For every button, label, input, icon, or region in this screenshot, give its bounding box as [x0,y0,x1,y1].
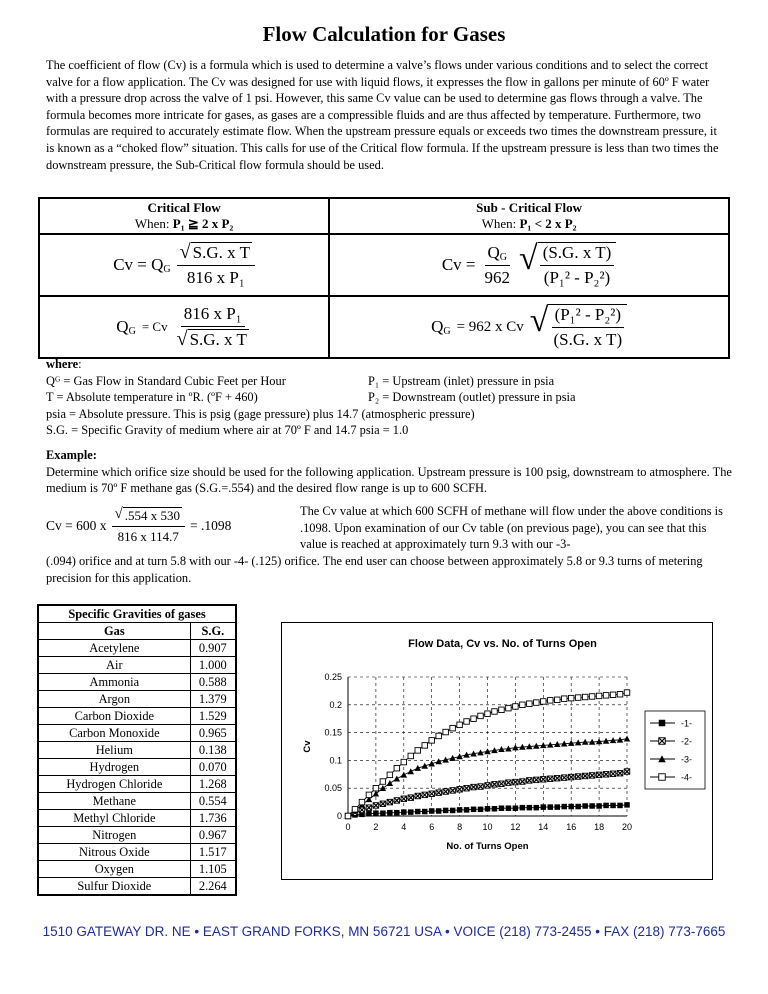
sg-col-gas: Gas [38,623,190,640]
legend-label: -1- [681,718,692,729]
x-tick-label: 10 [482,822,493,832]
sg-value-cell: 2.264 [190,878,236,896]
data-point [408,768,415,774]
sub-qg-lhs-text: Q [431,317,444,336]
crit-cv-denominator: 816 x P₁ [186,268,245,287]
gas-name-cell: Air [38,657,190,674]
data-point [575,695,581,701]
x-tick-label: 8 [457,822,463,832]
data-point [492,709,498,715]
data-point [617,803,623,809]
data-point [373,810,379,816]
sg-table-row [38,759,236,776]
sub-cv-fraction [482,243,514,288]
data-point [421,763,428,769]
sqrt-icon: √ [179,241,191,263]
flow-chart-svg [282,623,712,879]
gas-name-cell: Hydrogen [38,759,190,776]
data-point [520,702,526,708]
data-point [380,779,386,785]
sg-value-cell: 0.554 [190,793,236,810]
example-numerator: .554 x 530 [124,508,180,523]
data-point [471,807,477,813]
example-formula-lhs: Cv = 600 x [46,517,107,533]
x-tick-label: 0 [345,822,351,832]
data-point [506,805,512,811]
formula-table [38,197,730,359]
data-point [624,735,631,741]
data-point [541,699,547,705]
sg-value-cell: 0.138 [190,742,236,759]
data-point [366,792,372,798]
x-tick-label: 14 [538,822,549,832]
data-point [422,809,428,815]
def-p1: P₁ = Upstream (inlet) pressure in psia [368,373,555,388]
data-point [492,806,498,812]
data-point [352,807,358,813]
y-tick-label: 0 [336,811,342,821]
crit-qg-fraction [174,304,252,350]
crit-qg-lhs-sub: G [128,326,136,337]
data-point [429,808,435,814]
data-point [485,806,491,812]
sub-qg-lhs [431,317,451,337]
where-colon: : [78,357,82,371]
data-point [428,760,435,766]
sg-table-row [38,725,236,742]
y-axis-label: Cv [302,740,313,753]
sg-table-row [38,708,236,725]
sg-value-cell: 1.268 [190,776,236,793]
crit-cv-lhs [113,255,170,275]
data-point [617,691,623,697]
sg-value-cell: 1.736 [190,810,236,827]
x-tick-label: 18 [594,822,605,832]
sub-cv-radical [519,242,616,288]
example-note-continued: (.094) orifice and at turn 5.8 with our -4- (.125) orifice. The end user can choose between approximately 5.8 or 9.3 turns of metering precision for this application. [46,554,703,585]
x-tick-label: 12 [510,822,521,832]
def-t: T = Absolute temperature in ºR. (ºF + 460) [46,390,258,405]
sg-table-row [38,674,236,691]
data-point [380,810,386,816]
data-point [478,713,484,719]
legend-label: -3- [681,754,692,765]
def-psia: psia = Absolute pressure. This is psig (gage pressure) plus 14.7 (atmospheric pressure) [46,406,475,421]
def-qg: Qᴳ = Gas Flow in Standard Cubic Feet per Hour [46,373,286,388]
data-point [568,695,574,701]
sub-cv-denominator: 962 [484,267,511,287]
data-point [422,743,428,749]
sqrt-icon: √ [519,240,538,277]
sg-value-cell: 1.529 [190,708,236,725]
sg-table-row [38,776,236,793]
y-tick-label: 0.2 [329,699,342,710]
data-point [527,701,533,707]
critical-when-prefix: When: [134,216,173,231]
critical-when-condition: P₁ ≧ 2 x P₂ [172,216,234,231]
data-point [589,803,595,809]
sqrt-icon: √ [176,328,188,350]
sg-table-title: Specific Gravities of gases [38,605,236,623]
data-point [443,808,449,814]
data-point [387,772,393,778]
data-point [387,780,394,786]
sub-qg-formula [329,296,729,358]
sg-table-row [38,810,236,827]
gas-name-cell: Carbon Monoxide [38,725,190,742]
legend-label: -2- [681,736,692,747]
data-point [401,772,408,778]
sg-value-cell: 1.000 [190,657,236,674]
example-formula [46,506,231,545]
data-point [506,705,512,711]
intro-paragraph: The coefficient of flow (Cv) is a formula which is used to determine a valve’s flows under various conditions and to select the correct valve for a flow application. The Cv was designed for use with liquid flows, it expresses the flow in gallons per minute of 60º F water with a pressure drop across the valve of 1 psi. However, this same Cv value can be used to determine gas flows through a valve. The formula becomes more intricate for gases, as gases are a compressible fluids and are thus affected by temperature. Furthermore, two formulas are required to accurately estimate flow. When the upstream pressure equals or exceeds two times the downstream pressure, it is known as a “choked flow” situation. This calls for use of the Critical flow formula. If the upstream pressure is less than two times the downstream pressure, the Sub-Critical flow formula should be used. [46,58,719,172]
data-point [582,694,588,700]
gas-name-cell: Methyl Chloride [38,810,190,827]
data-point [401,809,407,815]
data-point [527,805,533,811]
y-tick-label: 0.15 [324,727,342,738]
data-point [366,811,372,817]
data-point [520,805,526,811]
data-point [436,733,442,739]
gas-name-cell: Ammonia [38,674,190,691]
data-point [499,707,505,713]
gas-name-cell: Acetylene [38,640,190,657]
critical-qg-formula [39,296,329,358]
data-point [443,729,449,735]
where-section [46,356,736,439]
data-point [373,785,379,791]
data-point [548,804,554,810]
data-point [450,725,456,731]
gas-name-cell: Carbon Dioxide [38,708,190,725]
data-point [415,765,422,771]
sg-table-row [38,827,236,844]
sub-qg-radical [530,304,627,350]
sub-cv-radical-num: (S.G. x T) [540,243,615,266]
data-point [513,704,519,710]
def-p2: P₂ = Downstream (outlet) pressure in psia [368,390,576,405]
x-tick-label: 6 [429,822,435,832]
data-point [575,804,581,810]
data-point [359,799,365,805]
data-point [596,693,602,699]
sub-cv-numerator: Q [487,242,500,262]
sub-critical-flow-title: Sub - Critical Flow [476,200,582,215]
y-tick-label: 0.25 [324,672,342,682]
example-denominator: 816 x 114.7 [117,529,179,544]
sg-table-row [38,657,236,674]
sub-qg-radical-num: (P₁² - P₂²) [552,305,624,328]
sg-value-cell: 1.379 [190,691,236,708]
example-label: Example: [46,448,97,462]
data-point [541,804,547,810]
data-point [478,807,484,813]
sg-table-row [38,691,236,708]
sub-qg-radical-den: (S.G. x T) [553,330,623,349]
data-point [464,719,470,725]
data-point [603,803,609,809]
data-point [457,722,463,728]
crit-cv-numerator: S.G. x T [192,243,250,262]
example-section [46,447,736,497]
crit-qg-numerator: 816 x P₁ [181,304,245,327]
x-tick-label: 20 [621,822,633,832]
data-point [471,716,477,722]
x-tick-label: 2 [373,822,379,832]
data-point [624,690,630,696]
data-point [415,809,421,815]
x-tick-label: 4 [401,822,407,832]
data-point [513,805,519,811]
y-tick-label: 0.1 [329,755,342,766]
data-point [582,803,588,809]
data-point [568,804,574,810]
sub-when-condition: P₁ < 2 x P₂ [519,216,577,231]
sg-col-sg: S.G. [190,623,236,640]
data-point [394,765,400,771]
sg-table-row [38,742,236,759]
data-point [499,805,505,811]
gas-name-cell: Oxygen [38,861,190,878]
sg-value-cell: 1.517 [190,844,236,861]
data-point [387,810,393,816]
gas-name-cell: Hydrogen Chloride [38,776,190,793]
critical-cv-formula [39,234,329,296]
chart-title: Flow Data, Cv vs. No. of Turns Open [408,638,597,650]
data-point [464,807,470,813]
example-note: The Cv value at which 600 SCFH of methane will flow under the above conditions is .1098. Upon examination of our Cv table (on previous page), you can see that this value is reached at approximately turn 9.3 with our -3- [300,504,723,552]
data-point [659,774,666,781]
page-title: Flow Calculation for Gases [262,22,506,46]
sub-qg-lhs-sub: G [443,326,451,337]
critical-flow-title: Critical Flow [147,200,221,215]
sg-table-row [38,861,236,878]
data-point [394,775,401,781]
data-point [603,693,609,699]
sqrt-icon: √ [529,302,549,339]
data-point [561,804,567,810]
data-point [561,696,567,702]
example-result: = .1098 [189,517,232,533]
data-point [589,694,595,700]
sub-cv-formula [329,234,729,296]
data-point [534,805,540,811]
sub-qg-mid: = 962 x Cv [456,318,524,335]
example-text: Determine which orifice size should be used for the following application. Upstream pressure is 100 psig, downstream to atmosphere. The medium is 70º F methane gas (S.G.=.554) and the desired flow range is up to 600 SCFH. [46,464,732,496]
sub-cv-numerator-sub: G [499,251,508,263]
data-point [436,808,442,814]
data-point [610,692,616,698]
data-point [555,697,561,703]
x-tick-label: 16 [566,822,577,832]
sg-table-row [38,878,236,896]
gas-name-cell: Nitrous Oxide [38,844,190,861]
sqrt-icon: √ [114,506,123,522]
data-point [659,720,666,727]
where-label: where [46,357,79,371]
gas-name-cell: Nitrogen [38,827,190,844]
data-point [610,803,616,809]
data-point [485,711,491,717]
data-point [534,700,540,706]
y-tick-label: 0.05 [324,783,342,794]
data-point [555,804,561,810]
gas-name-cell: Methane [38,793,190,810]
sg-table-row [38,640,236,657]
crit-qg-mid: = Cv [141,319,168,334]
data-point [345,813,351,819]
data-point [394,810,400,816]
gas-name-cell: Argon [38,691,190,708]
crit-cv-fraction [177,242,255,288]
sg-value-cell: 1.105 [190,861,236,878]
x-axis-label: No. of Turns Open [446,841,529,852]
gas-name-cell: Sulfur Dioxide [38,878,190,896]
data-point [457,807,463,813]
specific-gravity-table [37,604,237,896]
data-point [408,809,414,815]
example-fraction [112,506,185,545]
crit-cv-lhs-sub: G [163,264,171,275]
sub-critical-flow-header [329,198,729,234]
crit-qg-lhs-text: Q [116,317,129,336]
sub-when-prefix: When: [481,216,520,231]
data-point [408,753,414,759]
footer-address: 1510 GATEWAY DR. NE • EAST GRAND FORKS, MN 56721 USA • VOICE (218) 773-2455 • FAX (218) 773-7665 [42,924,726,939]
critical-flow-header [39,198,329,234]
sg-value-cell: 0.070 [190,759,236,776]
sub-cv-radical-den: (P₁² - P₂²) [543,268,611,287]
data-point [429,738,435,744]
sg-value-cell: 0.967 [190,827,236,844]
crit-cv-lhs-text: Cv = Q [113,255,164,274]
gas-name-cell: Helium [38,742,190,759]
crit-qg-denominator: S.G. x T [189,330,247,349]
data-point [596,803,602,809]
sg-table-row [38,793,236,810]
data-point [415,748,421,754]
data-point [548,698,554,704]
data-point [450,808,456,814]
sub-cv-lhs: Cv = [441,255,476,274]
sg-value-cell: 0.965 [190,725,236,742]
data-point [401,759,407,765]
flow-chart [281,622,713,880]
sg-value-cell: 0.907 [190,640,236,657]
sg-value-cell: 0.588 [190,674,236,691]
def-sg: S.G. = Specific Gravity of medium where air at 70º F and 14.7 psia = 1.0 [46,423,409,438]
crit-qg-lhs [116,317,136,337]
legend-label: -4- [681,772,692,783]
data-point [624,802,630,808]
sg-table-row [38,844,236,861]
